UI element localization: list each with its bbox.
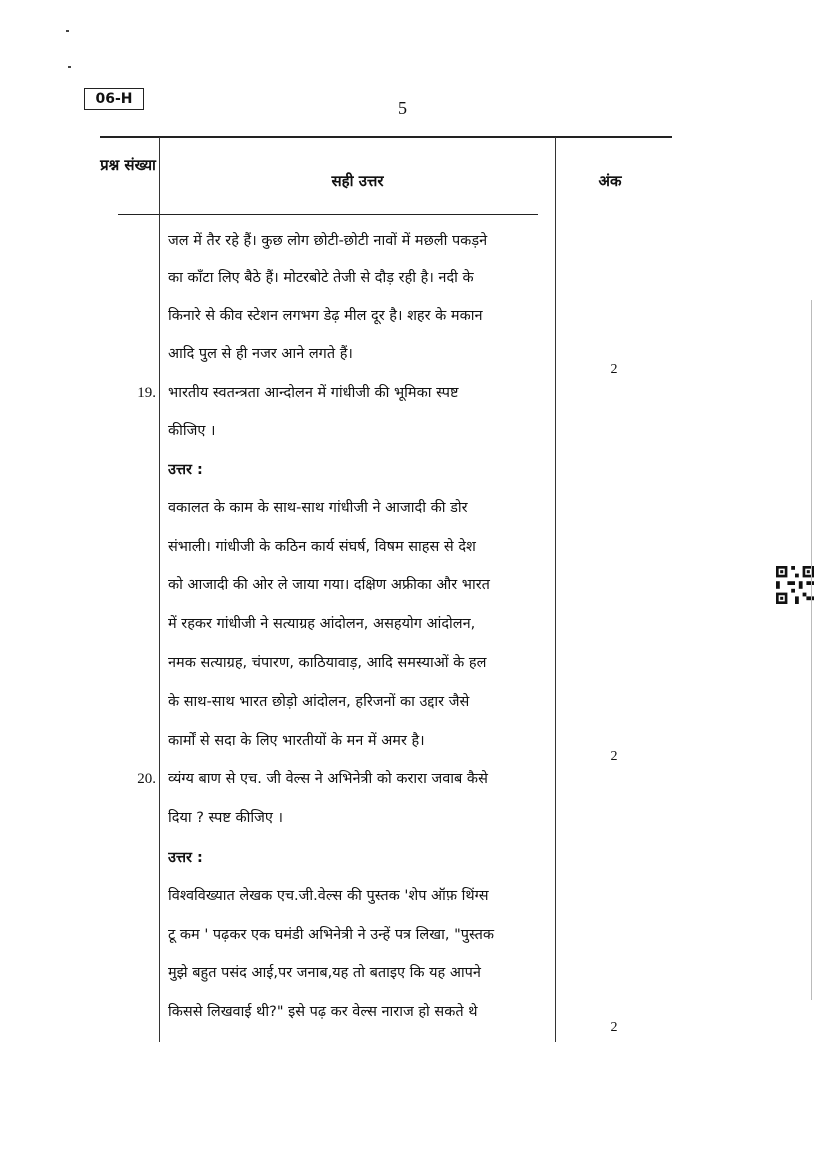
- column-header-question: [100, 152, 156, 178]
- q19-answer-line: वकालत के काम के साथ-साथ गांधीजी ने आजादी की डोर: [168, 500, 468, 516]
- continued-line: का काँटा लिए बैठे हैं। मोटरबोटे तेजी से दौड़ रही है। नदी के: [168, 270, 474, 286]
- column-header-answer: सही उत्तर: [331, 172, 384, 190]
- column-divider-right: [555, 137, 556, 1042]
- scan-speck: [66, 30, 69, 32]
- column-header-question-label: प्रश्न संख्या: [100, 156, 156, 174]
- scan-speck: [68, 66, 71, 68]
- q19-answer-line: को आजादी की ओर ले जाया गया। दक्षिण अफ्रीका और भारत: [168, 577, 490, 593]
- q20-answer-line: मुझे बहुत पसंद आई,पर जनाब,यह तो बताइए कि यह आपने: [168, 965, 481, 981]
- q19-marks: 2: [610, 362, 618, 377]
- column-divider-left: [159, 137, 160, 1042]
- q20-marks: 2: [610, 749, 618, 764]
- q20-question-line: दिया ? स्पष्ट कीजिए ।: [168, 810, 284, 826]
- q20-answer-line: विश्वविख्यात लेखक एच.जी.वेल्स की पुस्तक 'शेप ऑफ़ थिंग्स: [168, 888, 489, 904]
- qr-code-icon: [775, 566, 815, 604]
- scan-speck: [811, 300, 812, 1000]
- q20-answer-line: टू कम ' पढ़कर एक घमंडी अभिनेत्री ने उन्हें पत्र लिखा, "पुस्तक: [168, 927, 495, 943]
- q19-answer-label: उत्तर :: [168, 462, 203, 478]
- q20-number: 20.: [137, 771, 156, 787]
- trailing-marks: 2: [610, 1020, 618, 1035]
- q19-number: 19.: [137, 385, 156, 401]
- q20-answer-label: उत्तर :: [168, 850, 203, 866]
- q19-answer-line: संभाली। गांधीजी के कठिन कार्य संघर्ष, विषम साहस से देश: [168, 539, 476, 555]
- q20-question-line: व्यंग्य बाण से एच. जी वेल्स ने अभिनेत्री को करारा जवाब कैसे: [168, 771, 488, 787]
- continued-line: आदि पुल से ही नजर आने लगते हैं।: [168, 346, 353, 362]
- continued-line: जल में तैर रहे हैं। कुछ लोग छोटी-छोटी नावों में मछली पकड़ने: [168, 233, 488, 249]
- table-top-rule: [100, 136, 672, 138]
- q19-question-line: भारतीय स्वतन्त्रता आन्दोलन में गांधीजी की भूमिका स्पष्ट: [168, 385, 459, 401]
- q19-answer-line: नमक सत्याग्रह, चंपारण, काठियावाड़, आदि समस्याओं के हल: [168, 655, 487, 671]
- q19-answer-line: कार्मों से सदा के लिए भारतीयों के मन में अमर है।: [168, 733, 425, 749]
- q19-answer-line: में रहकर गांधीजी ने सत्याग्रह आंदोलन, असहयोग आंदोलन,: [168, 616, 476, 632]
- continued-line: किनारे से कीव स्टेशन लगभग डेढ़ मील दूर है। शहर के मकान: [168, 308, 483, 324]
- column-header-marks: अंक: [598, 172, 622, 190]
- paper-code: 06-H: [84, 88, 144, 110]
- q19-question-line: कीजिए ।: [168, 423, 216, 439]
- header-bottom-rule: [118, 214, 538, 215]
- q19-answer-line: के साथ-साथ भारत छोड़ो आंदोलन, हरिजनों का उद्दार जैसे: [168, 694, 470, 710]
- page-number: 5: [398, 98, 407, 118]
- q20-answer-line: किससे लिखवाई थी?" इसे पढ़ कर वेल्स नाराज हो सकते थे: [168, 1004, 478, 1020]
